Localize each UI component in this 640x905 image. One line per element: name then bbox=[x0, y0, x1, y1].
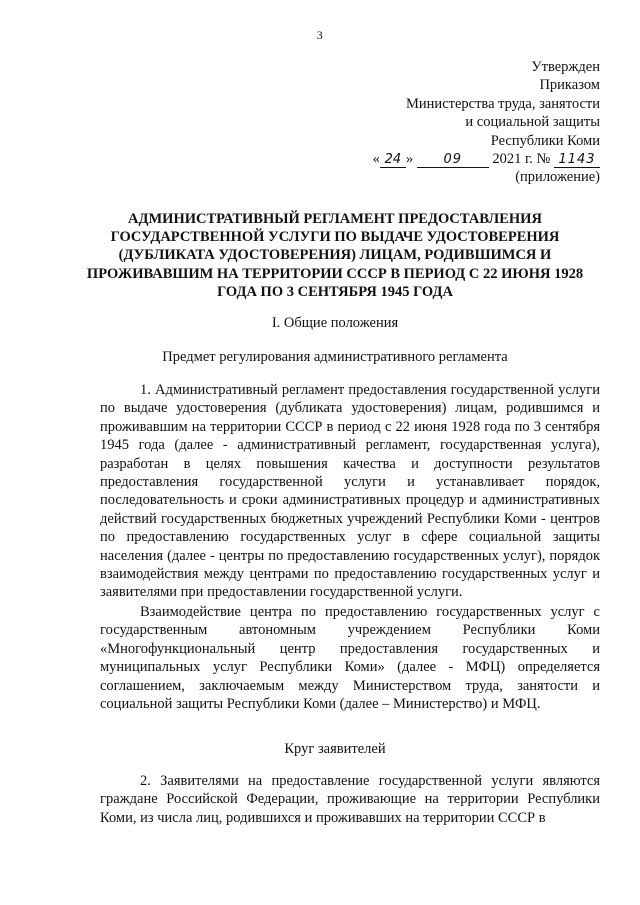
section-heading-general: I. Общие положения bbox=[271, 315, 399, 331]
handwritten-month: 09 bbox=[417, 153, 489, 168]
approval-appendix: (приложение) bbox=[515, 169, 600, 186]
handwritten-order-number: 1143 bbox=[554, 153, 600, 168]
approval-line-ministry: Министерства труда, занятости bbox=[406, 95, 600, 112]
approval-line-order: Приказом bbox=[539, 77, 600, 94]
approval-line-approved: Утвержден bbox=[531, 59, 600, 75]
paragraph-1: 1. Административный регламент предоставления государственной услуги по выдаче удостоверения (дубликата удостоверения) лицам, родившимся и проживавшим на территории СССР в период с 22 июня 1928 года по 3 сентября 1945 года (далее - административный регламент, государственная услуга), разработан в целях повышения качества и доступности результатов предоставления государственной услуги и устанавливает порядок, последовательность и сроки административных процедур и административных действий государственных бюджетных учреждений Республики Коми - центров по предоставлению государственных услуг в сфере социальной защиты населения (далее - центры по предоставлению государственных услуг), порядок взаимодействия между центрами по предоставлению государственных услуг и заявителями при предоставлении государственной услуги. bbox=[100, 382, 600, 601]
approval-date-line bbox=[320, 150, 600, 168]
approval-line-social: и социальной защиты bbox=[465, 114, 600, 131]
page-number: 3 bbox=[316, 28, 324, 42]
paragraph-2: 2. Заявителями на предоставление государственной услуги являются граждане Российской Федерации, проживающие на территории Республики Коми, из числа лиц, родившихся и проживавших на территории СССР в bbox=[100, 773, 600, 826]
approval-line-republic: Республики Коми bbox=[490, 132, 600, 149]
section-heading-applicants: Круг заявителей bbox=[284, 741, 386, 757]
date-quote-open: « bbox=[372, 151, 380, 168]
document-title: АДМИНИСТРАТИВНЫЙ РЕГЛАМЕНТ ПРЕДОСТАВЛЕНИЯ ГОСУДАРСТВЕННОЙ УСЛУГИ ПО ВЫДАЧЕ УДОСТОВЕРЕНИЯ (ДУБЛИКАТА УДОСТОВЕРЕНИЯ) ЛИЦАМ, РОДИВШИМСЯ И ПРОЖИВАВШИМ НА ТЕРРИТОРИИ СССР В ПЕРИОД С 22 ИЮНЯ 1928 ГОДА ПО 3 СЕНТЯБРЯ 1945 ГОДА bbox=[86, 211, 584, 300]
handwritten-day: 24 bbox=[380, 153, 406, 168]
subheading-subject: Предмет регулирования административного регламента bbox=[162, 349, 508, 365]
paragraph-interaction: Взаимодействие центра по предоставлению государственных услуг с государственным автономным учреждением Республики Коми «Многофункциональный центр предоставления государственных и муниципальных услуг Республики Коми» (далее - МФЦ) определяется соглашением, заключаемым между Министерством труда, занятости и социальной защиты Республики Коми (далее – Министерство) и МФЦ. bbox=[100, 604, 600, 713]
approval-block bbox=[320, 58, 600, 187]
date-year-label: 2021 г. № bbox=[492, 151, 551, 168]
date-quote-close: » bbox=[405, 151, 414, 168]
